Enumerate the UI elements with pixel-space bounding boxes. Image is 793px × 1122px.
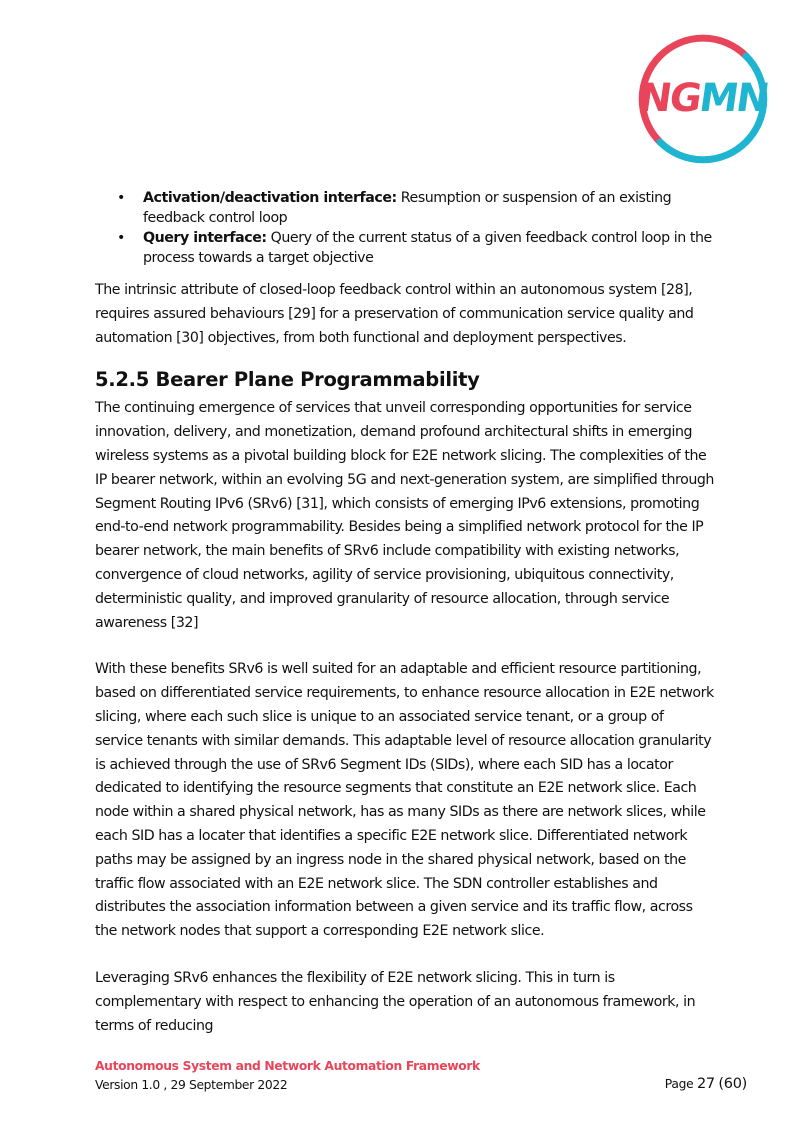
bullet-term: Query interface: bbox=[143, 230, 267, 246]
bullet-icon: • bbox=[117, 230, 125, 246]
ngmn-logo bbox=[635, 32, 771, 156]
section-heading bbox=[95, 367, 715, 393]
bullet-text: Resumption or suspension of an existing feedback control loop bbox=[143, 190, 672, 226]
page-number bbox=[665, 1076, 747, 1092]
body-paragraph: Leveraging SRv6 enhances the flexibility of E2E network slicing. This in turn is complementary with respect to enhancing the operation of an autonomous framework, in terms of reducing bbox=[95, 969, 696, 1034]
page-total: (60) bbox=[718, 1076, 747, 1092]
page-content bbox=[95, 188, 715, 1038]
bullet-icon: • bbox=[117, 190, 125, 206]
bullet-term: Activation/deactivation interface: bbox=[143, 190, 397, 206]
bullet-text: Query of the current status of a given feedback control loop in the process towards a target objective bbox=[143, 230, 712, 266]
logo-text-ng: NG bbox=[635, 76, 703, 121]
footer-version: Version 1.0 , 29 September 2022 bbox=[95, 1078, 288, 1092]
list-item bbox=[95, 228, 715, 268]
footer-document-title: Autonomous System and Network Automation Framework bbox=[95, 1059, 480, 1073]
page-label: Page bbox=[664, 1077, 694, 1091]
section-number: 5.2.5 bbox=[95, 368, 150, 392]
list-item bbox=[95, 188, 715, 228]
body-paragraph: With these benefits SRv6 is well suited for an adaptable and efficient resource partitioning, based on differentiated service requirements, to enhance resource allocation in E2E network slicing, where each such slice is unique to an associated service tenant, or a group of service tenants with similar demands. This adaptable level of resource allocation granularity is achieved through the use of SRv6 Segment IDs (SIDs), where each SID has a locator dedicated to identifying the resource segments that constitute an E2E network slice. Each node within a shared physical network, has as many SIDs as there are network slices, while each SID has a locater that identifies a specific E2E network slice. Differentiated network paths may be assigned by an ingress node in the shared physical network, based on the traffic flow associated with an E2E network slice. The SDN controller establishes and distributes the association information between a given service and its traffic flow, across the network nodes that support a corresponding E2E network slice. bbox=[95, 661, 714, 940]
bullet-list bbox=[95, 188, 715, 268]
section-title: Bearer Plane Programmability bbox=[155, 368, 480, 392]
intro-paragraph: The intrinsic attribute of closed-loop feedback control within an autonomous system [28], requires assured behaviours [29] for a preservation of communication service quality and automation [30] objectives, from both functional and deployment perspectives. bbox=[95, 282, 694, 346]
page-current: 27 bbox=[696, 1076, 715, 1092]
logo-text-mn: MN bbox=[696, 76, 771, 121]
body-paragraph: The continuing emergence of services that unveil corresponding opportunities for service innovation, delivery, and monetization, demand profound architectural shifts in emerging wireless systems as a pivotal building block for E2E network slicing. The complexities of the IP bearer network, within an evolving 5G and next-generation system, are simplified through Segment Routing IPv6 (SRv6) [31], which consists of emerging IPv6 extensions, promoting end-to-end network programmability. Besides being a simplified network protocol for the IP bearer network, the main benefits of SRv6 include compatibility with existing networks, convergence of cloud networks, agility of service provisioning, ubiquitous connectivity, deterministic quality, and improved granularity of resource allocation, through service awareness [32] bbox=[95, 400, 714, 631]
